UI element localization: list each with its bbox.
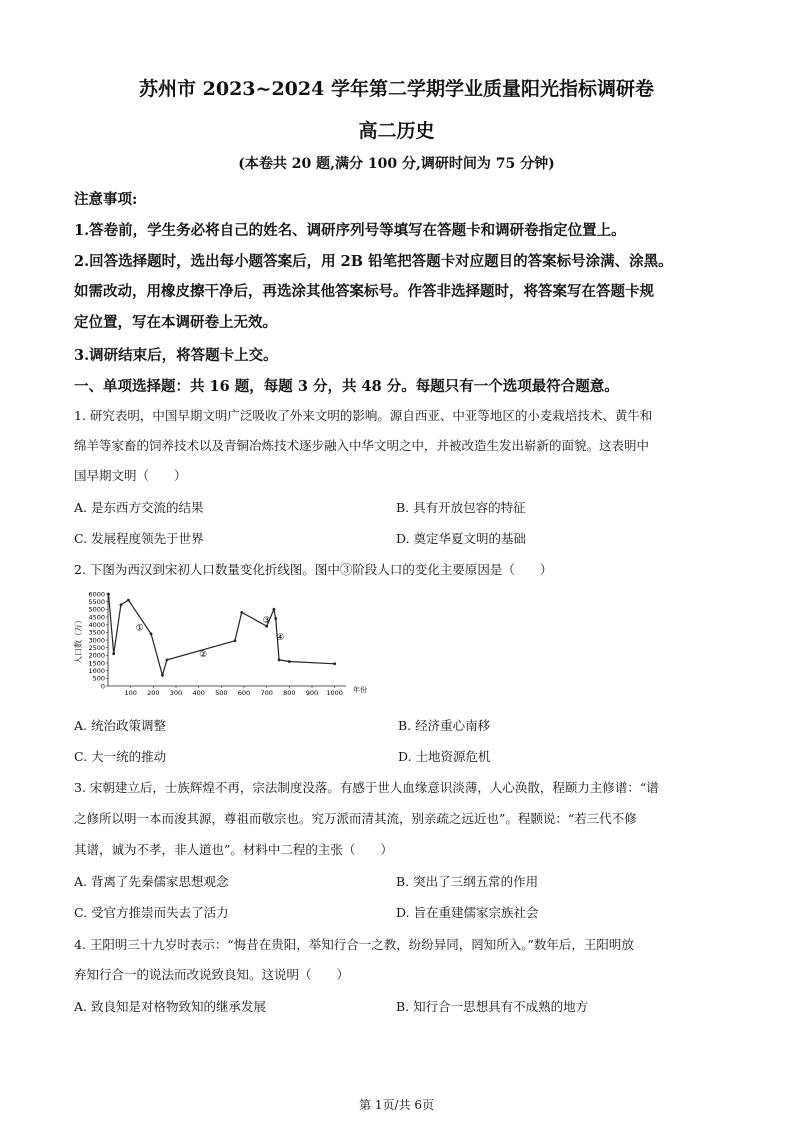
- x-tick-label: 300: [169, 689, 183, 697]
- question-4-option-a[interactable]: A. 致良知是对格物致知的继承发展: [74, 999, 266, 1014]
- data-point: [273, 608, 276, 611]
- y-tick-label: 4000: [88, 620, 105, 629]
- y-axis-label: 人口数（万）: [74, 616, 83, 664]
- x-tick-label: 600: [237, 689, 251, 697]
- x-tick-label: 200: [147, 689, 160, 697]
- y-tick-label: 3500: [88, 628, 105, 637]
- notice-item-2-line-3: 定位置，写在本调研卷上无效。: [74, 314, 277, 331]
- question-4-option-b[interactable]: B. 知行合一思想具有不成熟的地方: [396, 999, 589, 1014]
- notice-item-2-line-2: 如需改动，用橡皮擦干净后，再选涂其他答案标号。作答非选择题时，将答案写在答题卡规: [74, 283, 654, 300]
- exam-subject: 高二历史: [358, 120, 435, 142]
- y-tick-label: 6000: [88, 590, 105, 599]
- question-3-option-c[interactable]: C. 受官方推崇而失去了活力: [74, 905, 229, 920]
- page-footer: 第 1页/共 6页: [359, 1098, 434, 1112]
- question-1-option-c[interactable]: C. 发展程度领先于世界: [74, 531, 204, 546]
- stage-label: ③: [262, 616, 271, 627]
- x-axis-ticks: [124, 686, 342, 697]
- y-tick-label: 2000: [88, 651, 105, 660]
- y-tick-label: 1000: [88, 666, 105, 675]
- question-2-option-b[interactable]: B. 经济重心南移: [398, 718, 491, 733]
- section-heading: 一、单项选择题：共 16 题，每题 3 分，共 48 分。每题只有一个选项最符合题意。: [74, 378, 619, 395]
- y-tick-label: 500: [92, 674, 105, 683]
- data-point: [166, 659, 169, 662]
- x-axis-label: 年份: [353, 686, 367, 694]
- data-point: [107, 593, 110, 596]
- question-1-line-2: 绵羊等家畜的饲养技术以及青铜冶炼技术逐步融入中华文明之中，并被改造生发出崭新的面貌。这表明中: [74, 438, 650, 453]
- x-tick-label: 100: [124, 689, 137, 697]
- data-point: [240, 611, 243, 614]
- x-tick-label: 400: [192, 689, 205, 697]
- data-point: [127, 599, 130, 602]
- question-1-option-b[interactable]: B. 具有开放包容的特征: [396, 500, 526, 515]
- data-point: [161, 674, 164, 677]
- question-2-option-d[interactable]: D. 土地资源危机: [398, 749, 491, 764]
- data-point: [120, 603, 123, 606]
- data-point: [234, 639, 237, 642]
- notice-item-1: 1.答卷前，学生务必将自己的姓名、调研序列号等填写在答题卡和调研卷指定位置上。: [74, 222, 626, 239]
- question-1-line-1: 1. 研究表明，中国早期文明广泛吸收了外来文明的影响。源自西亚、中亚等地区的小麦栽培技术、黄牛和: [74, 408, 653, 423]
- question-2-line-1: 2. 下图为西汉到宋初人口数量变化折线图。图中③阶段人口的变化主要原因是（ ）: [74, 562, 553, 577]
- y-tick-label: 2500: [88, 643, 105, 652]
- data-point: [274, 617, 277, 620]
- exam-meta: (本卷共 20 题,满分 100 分,调研时间为 75 分钟): [238, 156, 555, 172]
- question-1-option-a[interactable]: A. 是东西方交流的结果: [74, 500, 204, 515]
- question-3-line-1: 3. 宋朝建立后，士族辉煌不再，宗法制度没落。有感于世人血缘意识淡薄，人心涣散，程颐力主修谱：“谱: [74, 780, 659, 795]
- y-tick-label: 5500: [88, 597, 105, 606]
- y-tick-label: 3000: [88, 636, 105, 645]
- x-tick-label: 900: [305, 689, 319, 697]
- data-point: [278, 659, 281, 662]
- x-tick-label: 700: [260, 689, 273, 697]
- stage-label: ②: [199, 649, 208, 660]
- question-4-line-1: 4. 王阳明三十九岁时表示：“悔昔在贵阳，举知行合一之教，纷纷异同，罔知所入。”数年后，王阳明放: [74, 937, 634, 952]
- question-1-line-3: 国早期文明（ ）: [74, 468, 187, 483]
- question-2-option-c[interactable]: C. 大一统的推动: [74, 749, 167, 764]
- data-point: [112, 652, 115, 655]
- question-1-option-d[interactable]: D. 奠定华夏文明的基础: [396, 531, 527, 546]
- question-3-option-d[interactable]: D. 旨在重建儒家宗族社会: [396, 905, 539, 920]
- y-tick-label: 4500: [88, 613, 105, 622]
- x-tick-label: 1000: [326, 689, 343, 697]
- notice-item-3: 3.调研结束后，将答题卡上交。: [74, 347, 278, 364]
- y-axis-ticks: [88, 590, 108, 690]
- y-tick-label: 1500: [88, 659, 105, 668]
- question-3-option-b[interactable]: B. 突出了三纲五常的作用: [396, 874, 539, 889]
- data-point: [150, 632, 153, 635]
- stage-label: ④: [276, 632, 285, 643]
- stage-label: ①: [135, 623, 144, 634]
- exam-title: 苏州市 2023~2024 学年第二学期学业质量阳光指标调研卷: [139, 78, 654, 100]
- population-line-chart: [74, 588, 374, 700]
- data-point: [288, 660, 291, 663]
- question-3-line-2: 之修所以明一本而浚其源，尊祖而敬宗也。究万派而清其流，别亲疏之远近也”。程颢说：“若三代不修: [74, 811, 637, 826]
- population-series-line: [109, 594, 335, 675]
- data-point: [333, 662, 336, 665]
- question-4-line-2: 弃知行合一的说法而改说致良知。这说明（ ）: [74, 967, 350, 982]
- question-3-option-a[interactable]: A. 背离了先秦儒家思想观念: [74, 874, 229, 889]
- notice-item-2-line-1: 2.回答选择题时，选出每小题答案后，用 2B 铅笔把答题卡对应题目的答案标号涂满、涂黑。: [74, 253, 673, 270]
- question-2-option-a[interactable]: A. 统治政策调整: [74, 718, 166, 733]
- x-tick-label: 800: [283, 689, 296, 697]
- notice-heading: 注意事项:: [74, 191, 138, 208]
- question-3-line-3: 其谱，诚为不孝，非人道也”。材料中二程的主张（ ）: [74, 842, 393, 857]
- x-tick-label: 500: [215, 689, 228, 697]
- y-tick-label: 0: [100, 682, 105, 691]
- y-tick-label: 5000: [88, 605, 105, 614]
